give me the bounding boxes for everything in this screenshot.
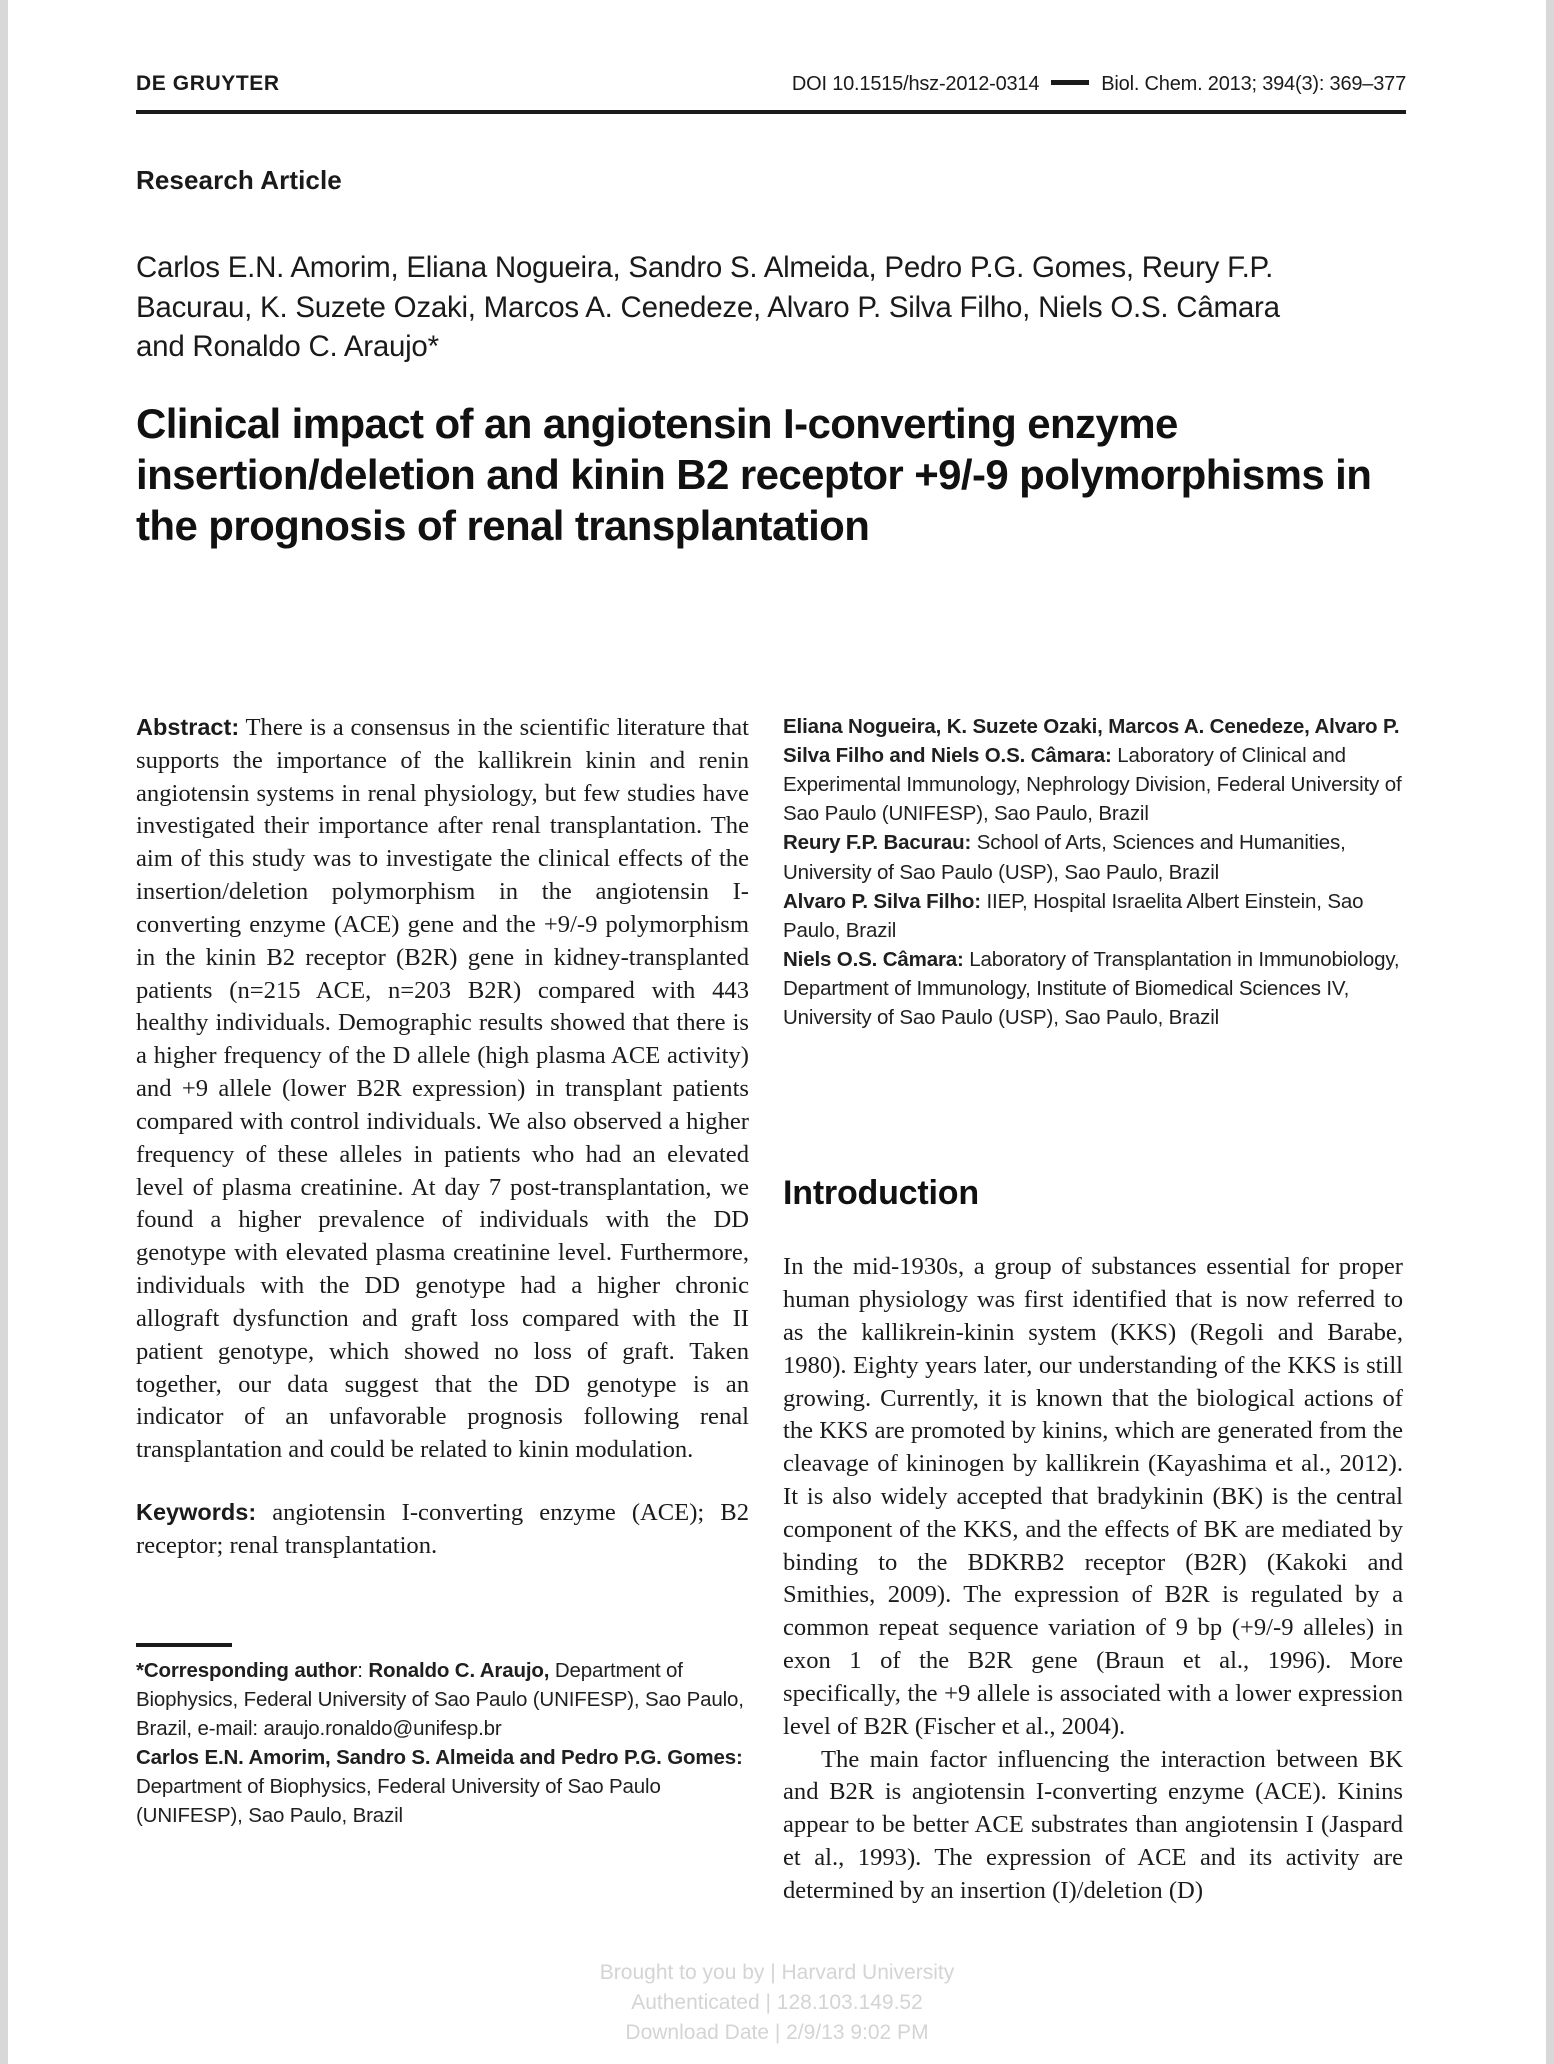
- introduction-heading: Introduction: [783, 1174, 979, 1213]
- keywords-label: Keywords:: [136, 1499, 257, 1526]
- abstract-text: There is a consensus in the scientific literature that supports the importance of the kallikrein kinin and renin angiotensin systems in renal physiology, but few studies have investigated their importance after renal transplantation. The aim of this study was to investigate the clinical effects of the insertion/deletion polymorphism in the angiotensin I-converting enzyme (ACE) gene and the +9/-9 polymorphism in the kinin B2 receptor (B2R) gene in kidney-transplanted patients (n=215 ACE, n=203 B2R) compared with 443 healthy individuals. Demographic results showed that there is a higher frequency of the D allele (high plasma ACE activity) and +9 allele (lower B2R expression) in transplant patients compared with control individuals. We also observed a higher frequency of these alleles in patients who had an elevated level of plasma creatinine. At day 7 post-transplantation, we found a higher prevalence of individuals with the DD genotype with elevated plasma creatinine level. Furthermore, individuals with the DD genotype had a higher chronic allograft dysfunction and graft loss compared with the II patient genotype, which showed no loss of graft. Taken together, our data suggest that the DD genotype is an indicator of an unfavorable prognosis following renal transplantation and could be related to kinin modulation.: [136, 714, 749, 1464]
- watermark-line-institution: Brought to you by | Harvard University: [599, 1961, 955, 1984]
- footnote-block: [136, 1656, 749, 1831]
- page-title: Clinical impact of an angiotensin I-converting enzyme insertion/deletion and kinin B2 receptor +9/-9 polymorphisms in the prognosis of renal transplantation: [136, 400, 1372, 549]
- affiliation-entry: [783, 828, 1403, 886]
- right-column: [783, 712, 1403, 1908]
- corresponding-author-note: [136, 1656, 749, 1743]
- running-head-right: [792, 73, 1406, 96]
- affiliation-text: IIEP, Hospital Israelita Albert Einstein, Sao Paulo, Brazil: [783, 889, 1364, 942]
- watermark-line-ip: Authenticated | 128.103.149.52: [631, 1990, 923, 2014]
- keywords-text: angiotensin I-converting enzyme (ACE); B2 receptor; renal transplantation.: [136, 1499, 749, 1559]
- affiliation-text: School of Arts, Sciences and Humanities, University of Sao Paulo (USP), Sao Paulo, Brazil: [783, 831, 1346, 884]
- affiliation-entry: [783, 887, 1403, 945]
- corresponding-separator: :: [357, 1658, 369, 1682]
- introduction-paragraph-2: The main factor influencing the interaction between BK and B2R is angiotensin I-converting enzyme (ACE). Kinins appear to be better ACE substrates than angiotensin I (Jaspard et al., 1993). The expression of ACE and its activity are determined by an insertion (I)/deletion (D): [783, 1745, 1403, 1904]
- affiliation-names: Alvaro P. Silva Filho:: [783, 889, 981, 913]
- affiliation-text: Laboratory of Transplantation in Immunobiology, Department of Immunology, Institute of Biomedical Sciences IV, University of Sao Paulo (USP), Sao Paulo, Brazil: [783, 947, 1400, 1030]
- affiliation-entry: [783, 945, 1403, 1032]
- abstract-paragraph: [136, 712, 749, 1467]
- article-type-label: Research Article: [136, 165, 342, 195]
- corresponding-author-affiliation: Department of Biophysics, Federal University of Sao Paulo (UNIFESP), Sao Paulo, Brazil, e-mail: araujo.ronaldo@unifesp.br: [136, 1658, 744, 1740]
- footnote-author-affiliation: [136, 1743, 749, 1830]
- affiliation-entry: [783, 712, 1403, 828]
- keywords-paragraph: [136, 1497, 749, 1563]
- header-divider: [136, 110, 1406, 114]
- journal-citation: Biol. Chem. 2013; 394(3): 369–377: [1101, 73, 1406, 95]
- corresponding-author-label: *Corresponding author: [136, 1658, 358, 1682]
- footnote-author-names: Carlos E.N. Amorim, Sandro S. Almeida and Pedro P.G. Gomes:: [136, 1746, 743, 1770]
- watermark-line-date: Download Date | 2/9/13 9:02 PM: [625, 2020, 929, 2044]
- corresponding-author-name: Ronaldo C. Araujo,: [368, 1658, 550, 1682]
- doi-text: DOI 10.1515/hsz-2012-0314: [791, 73, 1040, 95]
- em-dash-rule-icon: [1051, 80, 1089, 85]
- affiliations-block: [783, 712, 1403, 1032]
- affiliation-names: Niels O.S. Câmara:: [783, 947, 964, 971]
- affiliation-text: Laboratory of Clinical and Experimental Immunology, Nephrology Division, Federal University of Sao Paulo (UNIFESP), Sao Paulo, Brazil: [783, 744, 1402, 826]
- author-list: Carlos E.N. Amorim, Eliana Nogueira, Sandro S. Almeida, Pedro P.G. Gomes, Reury F.P. Bacurau, K. Suzete Ozaki, Marcos A. Cenedeze, Alvaro P. Silva Filho, Niels O.S. Câmara and Ronaldo C. Araujo*: [136, 251, 1280, 364]
- affiliation-names: Eliana Nogueira, K. Suzete Ozaki, Marcos A. Cenedeze, Alvaro P. Silva Filho and Niels O.S. Câmara:: [783, 715, 1400, 768]
- left-column: [136, 712, 749, 1830]
- abstract-label: Abstract:: [136, 714, 240, 740]
- footnote-author-affiliation-text: Department of Biophysics, Federal University of Sao Paulo (UNIFESP), Sao Paulo, Brazil: [136, 1775, 661, 1828]
- access-watermark: [8, 1958, 1546, 2047]
- introduction-paragraph-1: In the mid-1930s, a group of substances essential for proper human physiology was first identified that is now referred to as the kallikrein-kinin system (KKS) (Regoli and Barabe, 1980). Eighty years later, our understanding of the KKS is still growing. Currently, it is known that the biological actions of the KKS are promoted by kinins, which are generated from the cleavage of kininogen by kallikrein (Kayashima et al., 2012). It is also widely accepted that bradykinin (BK) is the central component of the KKS, and the effects of BK are mediated by binding to the BDKRB2 receptor (B2R) (Kakoki and Smithies, 2009). The expression of B2R is regulated by a common repeat sequence variation of 9 bp (+9/-9 alleles) in exon 1 of the B2R gene (Braun et al., 1996). More specifically, the +9 allele is associated with a lower expression level of B2R (Fischer et al., 2004).: [783, 1253, 1403, 1740]
- affiliation-names: Reury F.P. Bacurau:: [783, 831, 972, 855]
- running-head: [136, 72, 1406, 96]
- publisher-logo: DE GRUYTER: [136, 72, 280, 95]
- footnote-divider: [136, 1643, 232, 1647]
- article-page: [8, 0, 1546, 2064]
